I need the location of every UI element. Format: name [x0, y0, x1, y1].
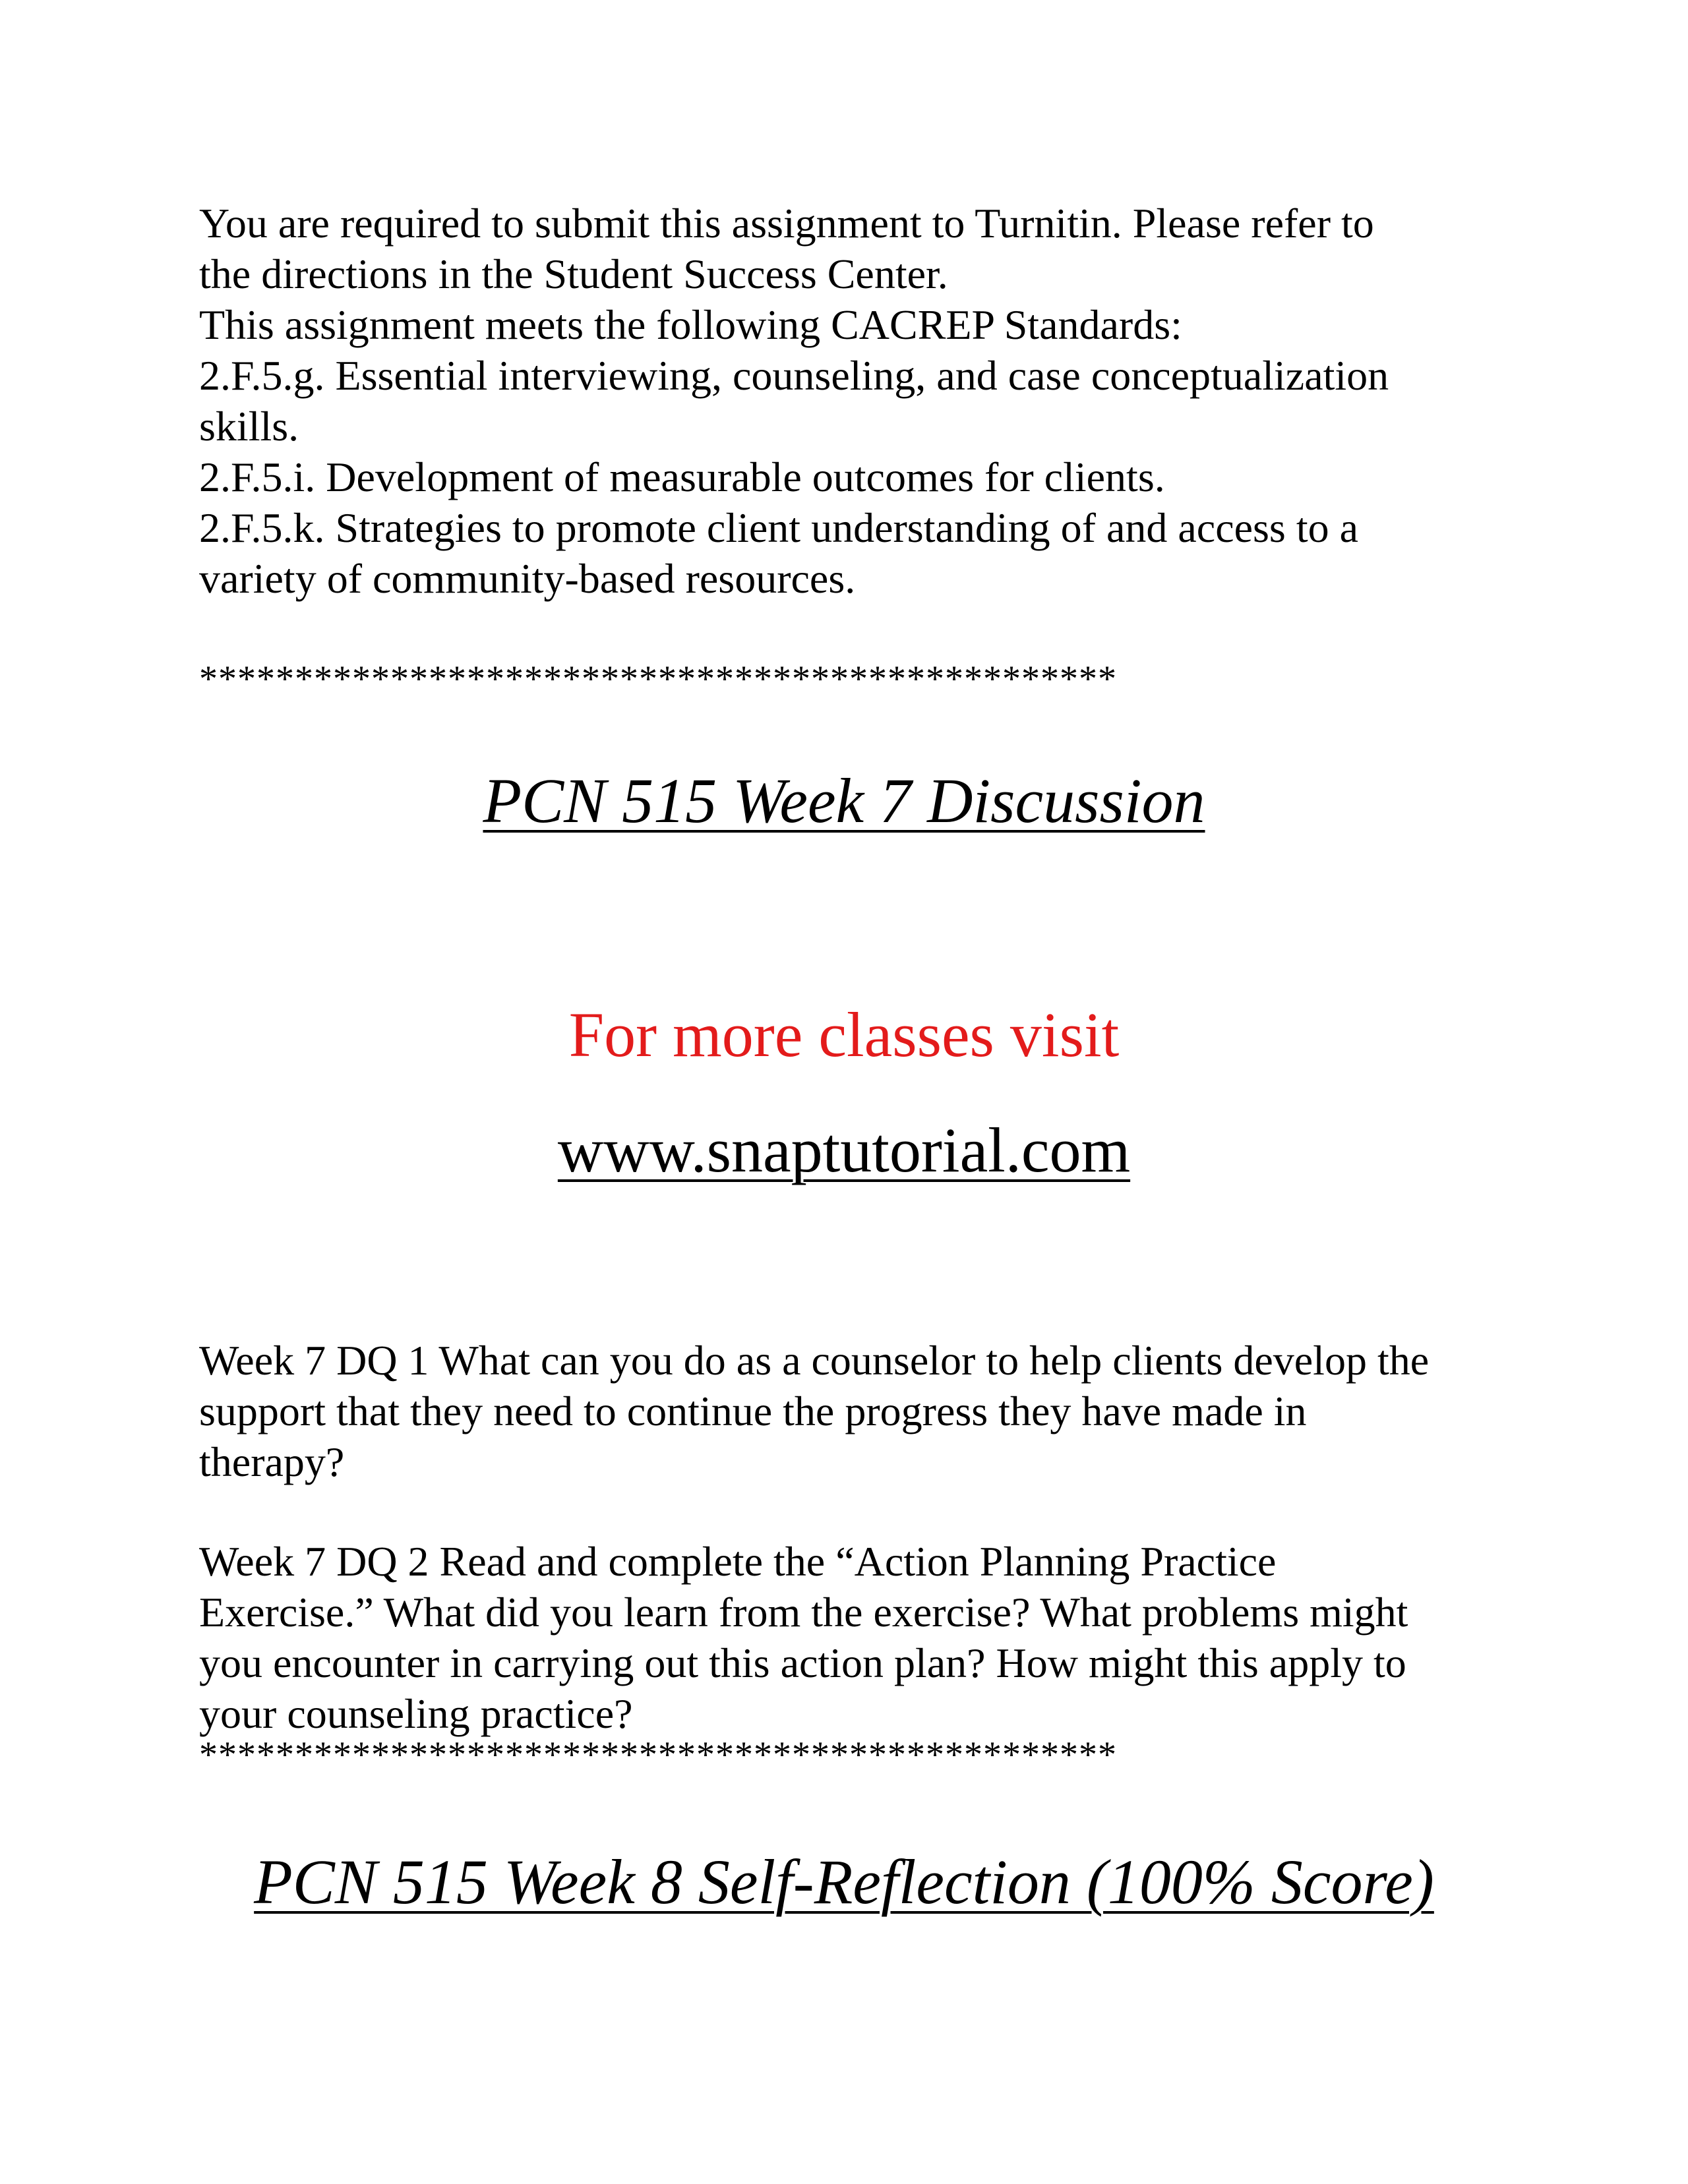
dq1-line: therapy?: [199, 1438, 345, 1485]
dq1-line: support that they need to continue the progress they have made in: [199, 1388, 1307, 1434]
promo-text: For more classes visit: [568, 999, 1120, 1070]
intro-line: This assignment meets the following CACREP Standards:: [199, 301, 1182, 348]
standard-line: skills.: [199, 403, 299, 450]
dq2-line: your counseling practice?: [199, 1690, 633, 1737]
dq2-paragraph: [199, 1536, 1551, 1739]
heading-week-8-self-reflection: PCN 515 Week 8 Self-Reflection (100% Score): [254, 1846, 1434, 1917]
standard-line: 2.F.5.g. Essential interviewing, counseling, and case conceptualization: [199, 352, 1389, 399]
standard-line: 2.F.5.i. Development of measurable outcomes for clients.: [199, 454, 1165, 500]
website-link[interactable]: www.snaptutorial.com: [557, 1115, 1131, 1185]
dq2-line: Week 7 DQ 2 Read and complete the “Action Planning Practice: [199, 1538, 1277, 1585]
dq1-line: Week 7 DQ 1 What can you do as a counselor to help clients develop the: [199, 1337, 1430, 1384]
dq2-line: Exercise.” What did you learn from the exercise? What problems might: [199, 1589, 1408, 1636]
dq1-paragraph: [199, 1335, 1551, 1487]
standard-line: 2.F.5.k. Strategies to promote client understanding of and access to a: [199, 504, 1358, 551]
intro-line: the directions in the Student Success Center.: [199, 251, 948, 297]
standard-line: variety of community-based resources.: [199, 555, 856, 602]
intro-line: You are required to submit this assignment to Turnitin. Please refer to: [199, 200, 1374, 247]
heading-week-7-discussion: PCN 515 Week 7 Discussion: [483, 765, 1205, 836]
separator-stars: ************************************************: [199, 1734, 1117, 1775]
separator-stars: ************************************************: [199, 659, 1117, 699]
promo-link-container: [0, 1114, 1688, 1187]
dq2-line: you encounter in carrying out this action plan? How might this apply to: [199, 1639, 1406, 1686]
intro-paragraph: [199, 198, 1551, 604]
